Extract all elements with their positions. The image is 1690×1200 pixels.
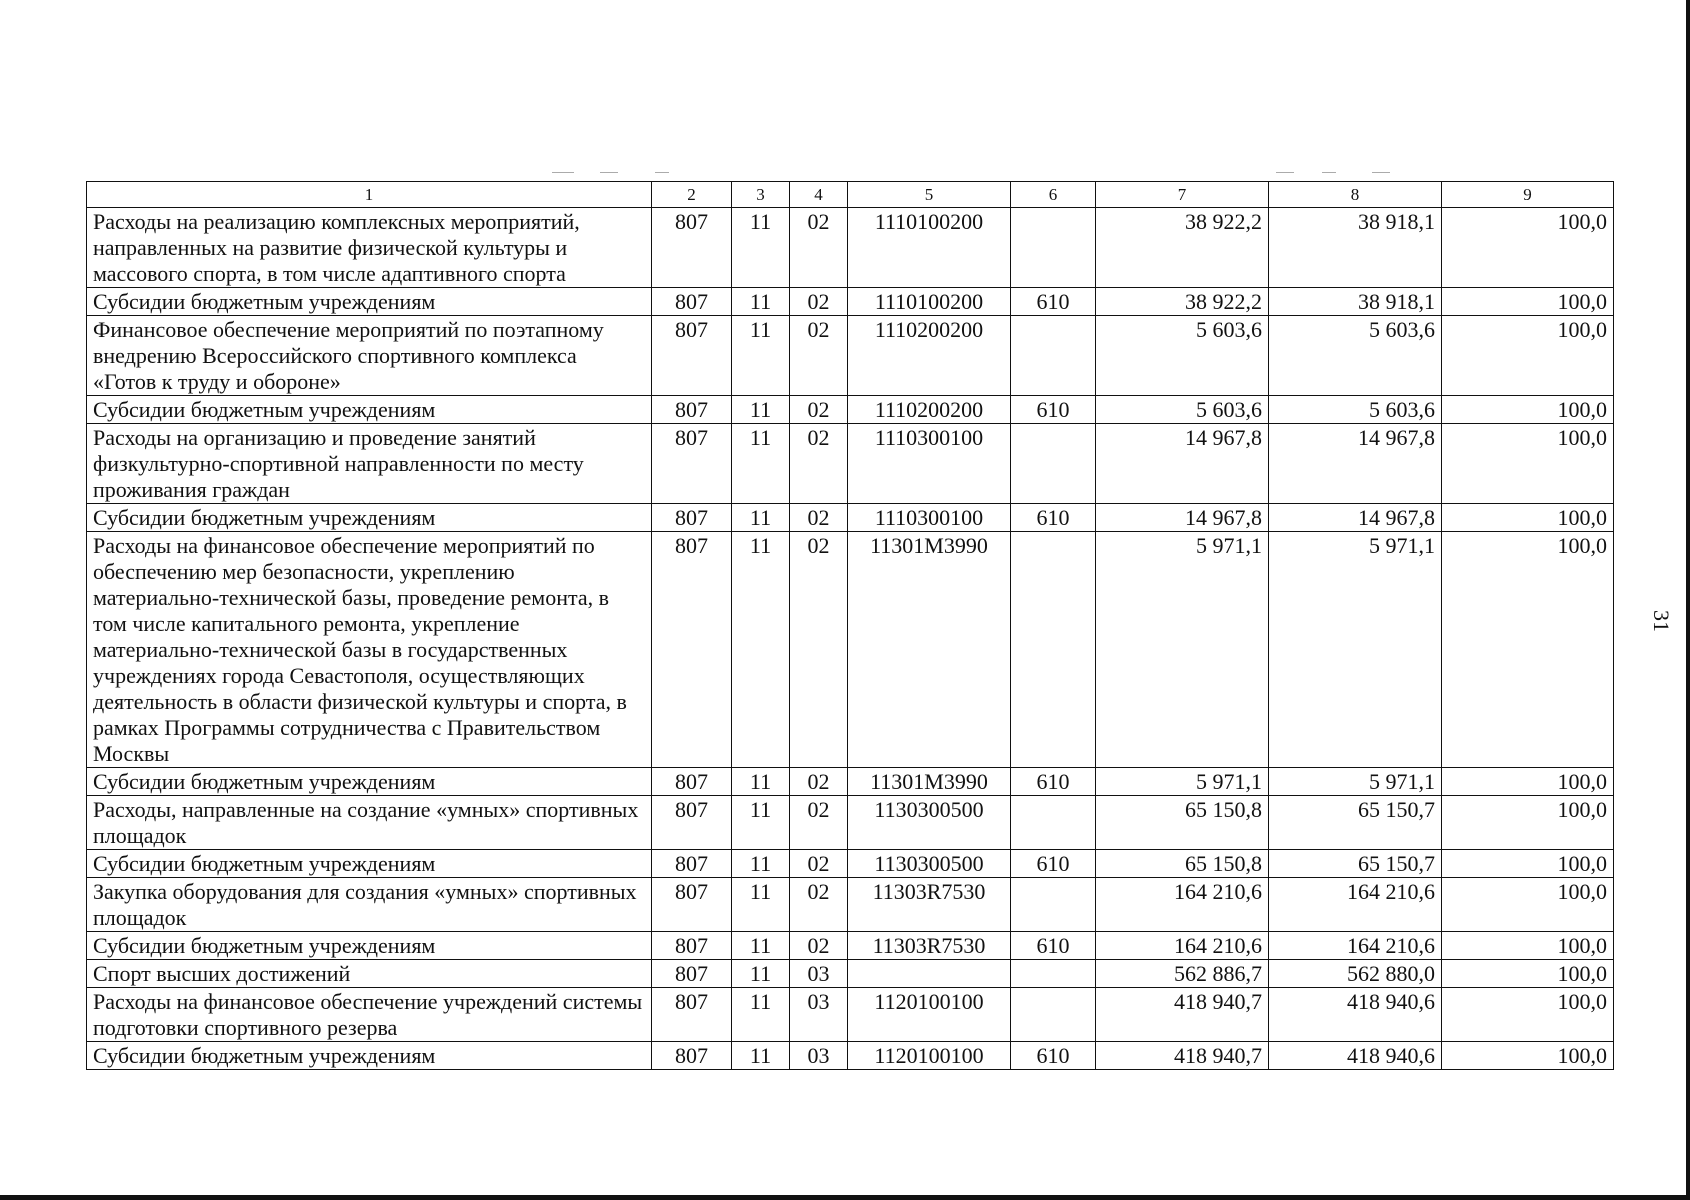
executed-amount-cell: 38 918,1	[1269, 288, 1442, 316]
row-name-cell: Субсидии бюджетным учреждениям	[87, 396, 652, 424]
table-row	[87, 504, 1614, 532]
execution-percent-cell: 100,0	[1442, 396, 1614, 424]
expense-type-cell: 610	[1011, 396, 1096, 424]
subsection-cell: 02	[790, 850, 848, 878]
approved-amount-cell: 14 967,8	[1096, 504, 1269, 532]
expense-type-cell	[1011, 208, 1096, 288]
scan-border-right	[1686, 0, 1690, 1200]
grbs-cell: 807	[652, 988, 732, 1042]
execution-percent-cell: 100,0	[1442, 1042, 1614, 1070]
table-row	[87, 288, 1614, 316]
expense-type-cell	[1011, 960, 1096, 988]
section-cell: 11	[732, 1042, 790, 1070]
approved-amount-cell: 164 210,6	[1096, 878, 1269, 932]
table-row	[87, 932, 1614, 960]
executed-amount-cell: 38 918,1	[1269, 208, 1442, 288]
target-article-cell: 11301М3990	[848, 768, 1011, 796]
target-article-cell: 1110200200	[848, 316, 1011, 396]
section-cell: 11	[732, 532, 790, 768]
table-row	[87, 960, 1614, 988]
table-row	[87, 208, 1614, 288]
executed-amount-cell: 5 603,6	[1269, 316, 1442, 396]
table-row	[87, 878, 1614, 932]
table-row	[87, 424, 1614, 504]
target-article-cell: 1110300100	[848, 504, 1011, 532]
subsection-cell: 02	[790, 396, 848, 424]
table-row	[87, 316, 1614, 396]
table-body	[87, 208, 1614, 1070]
execution-percent-cell: 100,0	[1442, 768, 1614, 796]
approved-amount-cell: 418 940,7	[1096, 988, 1269, 1042]
row-name-cell: Субсидии бюджетным учреждениям	[87, 768, 652, 796]
subsection-cell: 02	[790, 932, 848, 960]
row-name-cell: Субсидии бюджетным учреждениям	[87, 504, 652, 532]
section-cell: 11	[732, 932, 790, 960]
table-row	[87, 850, 1614, 878]
grbs-cell: 807	[652, 960, 732, 988]
row-name-cell: Финансовое обеспечение мероприятий по поэтапному внедрению Всероссийского спортивного комплекса «Готов к труду и обороне»	[87, 316, 652, 396]
approved-amount-cell: 5 603,6	[1096, 316, 1269, 396]
grbs-cell: 807	[652, 208, 732, 288]
target-article-cell: 1120100100	[848, 1042, 1011, 1070]
expense-type-cell: 610	[1011, 850, 1096, 878]
column-header-8: 8	[1269, 182, 1442, 208]
row-name-cell: Расходы на организацию и проведение занятий физкультурно-спортивной направленности по месту проживания граждан	[87, 424, 652, 504]
row-name-cell: Субсидии бюджетным учреждениям	[87, 850, 652, 878]
section-cell: 11	[732, 796, 790, 850]
approved-amount-cell: 14 967,8	[1096, 424, 1269, 504]
approved-amount-cell: 38 922,2	[1096, 208, 1269, 288]
execution-percent-cell: 100,0	[1442, 288, 1614, 316]
column-header-3: 3	[732, 182, 790, 208]
scan-border-bottom	[0, 1195, 1690, 1200]
grbs-cell: 807	[652, 768, 732, 796]
section-cell: 11	[732, 878, 790, 932]
subsection-cell: 02	[790, 504, 848, 532]
section-cell: 11	[732, 316, 790, 396]
grbs-cell: 807	[652, 504, 732, 532]
approved-amount-cell: 562 886,7	[1096, 960, 1269, 988]
expense-type-cell: 610	[1011, 288, 1096, 316]
subsection-cell: 02	[790, 208, 848, 288]
row-name-cell: Расходы на реализацию комплексных мероприятий, направленных на развитие физической культуры и массового спорта, в том числе адаптивного спорта	[87, 208, 652, 288]
grbs-cell: 807	[652, 316, 732, 396]
approved-amount-cell: 65 150,8	[1096, 796, 1269, 850]
scan-artifact	[655, 172, 669, 173]
execution-percent-cell: 100,0	[1442, 208, 1614, 288]
executed-amount-cell: 164 210,6	[1269, 932, 1442, 960]
section-cell: 11	[732, 288, 790, 316]
expense-type-cell	[1011, 424, 1096, 504]
execution-percent-cell: 100,0	[1442, 850, 1614, 878]
target-article-cell: 11301М3990	[848, 532, 1011, 768]
column-header-6: 6	[1011, 182, 1096, 208]
row-name-cell: Расходы на финансовое обеспечение мероприятий по обеспечению мер безопасности, укреплению материально-технической базы, проведение ремонта, в том числе капитального ремонта, укрепление материально-технической базы в государственных учреждениях города Севастополя, осуществляющих деятельность в области физической культуры и спорта, в рамках Программы сотрудничества с Правительством Москвы	[87, 532, 652, 768]
grbs-cell: 807	[652, 932, 732, 960]
section-cell: 11	[732, 850, 790, 878]
subsection-cell: 03	[790, 1042, 848, 1070]
expense-type-cell: 610	[1011, 1042, 1096, 1070]
expense-type-cell	[1011, 316, 1096, 396]
section-cell: 11	[732, 396, 790, 424]
subsection-cell: 02	[790, 878, 848, 932]
budget-table	[86, 181, 1614, 1070]
target-article-cell: 11303R7530	[848, 932, 1011, 960]
target-article-cell: 1130300500	[848, 796, 1011, 850]
subsection-cell: 02	[790, 288, 848, 316]
grbs-cell: 807	[652, 532, 732, 768]
scan-artifact	[552, 172, 574, 173]
target-article-cell: 1120100100	[848, 988, 1011, 1042]
execution-percent-cell: 100,0	[1442, 796, 1614, 850]
row-name-cell: Субсидии бюджетным учреждениям	[87, 932, 652, 960]
expense-type-cell	[1011, 796, 1096, 850]
approved-amount-cell: 38 922,2	[1096, 288, 1269, 316]
execution-percent-cell: 100,0	[1442, 932, 1614, 960]
column-header-4: 4	[790, 182, 848, 208]
scan-artifact	[1276, 172, 1294, 173]
executed-amount-cell: 5 971,1	[1269, 532, 1442, 768]
subsection-cell: 02	[790, 768, 848, 796]
execution-percent-cell: 100,0	[1442, 424, 1614, 504]
table-row	[87, 988, 1614, 1042]
table-row	[87, 796, 1614, 850]
executed-amount-cell: 14 967,8	[1269, 504, 1442, 532]
subsection-cell: 02	[790, 316, 848, 396]
subsection-cell: 03	[790, 988, 848, 1042]
page-number: 31	[1649, 610, 1674, 632]
table-row	[87, 1042, 1614, 1070]
grbs-cell: 807	[652, 396, 732, 424]
header-row	[87, 182, 1614, 208]
executed-amount-cell: 65 150,7	[1269, 850, 1442, 878]
execution-percent-cell: 100,0	[1442, 960, 1614, 988]
table-row	[87, 532, 1614, 768]
row-name-cell: Закупка оборудования для создания «умных» спортивных площадок	[87, 878, 652, 932]
column-header-5: 5	[848, 182, 1011, 208]
approved-amount-cell: 164 210,6	[1096, 932, 1269, 960]
grbs-cell: 807	[652, 1042, 732, 1070]
execution-percent-cell: 100,0	[1442, 988, 1614, 1042]
expense-type-cell	[1011, 532, 1096, 768]
table-row	[87, 396, 1614, 424]
expense-type-cell: 610	[1011, 768, 1096, 796]
subsection-cell: 03	[790, 960, 848, 988]
approved-amount-cell: 5 971,1	[1096, 532, 1269, 768]
target-article-cell	[848, 960, 1011, 988]
execution-percent-cell: 100,0	[1442, 878, 1614, 932]
row-name-cell: Расходы, направленные на создание «умных» спортивных площадок	[87, 796, 652, 850]
section-cell: 11	[732, 768, 790, 796]
scan-artifact	[1372, 172, 1390, 173]
expense-type-cell	[1011, 878, 1096, 932]
target-article-cell: 1110300100	[848, 424, 1011, 504]
approved-amount-cell: 418 940,7	[1096, 1042, 1269, 1070]
subsection-cell: 02	[790, 796, 848, 850]
row-name-cell: Субсидии бюджетным учреждениям	[87, 288, 652, 316]
expense-type-cell: 610	[1011, 504, 1096, 532]
executed-amount-cell: 5 603,6	[1269, 396, 1442, 424]
grbs-cell: 807	[652, 878, 732, 932]
column-header-2: 2	[652, 182, 732, 208]
section-cell: 11	[732, 960, 790, 988]
approved-amount-cell: 5 603,6	[1096, 396, 1269, 424]
executed-amount-cell: 164 210,6	[1269, 878, 1442, 932]
approved-amount-cell: 65 150,8	[1096, 850, 1269, 878]
target-article-cell: 1110100200	[848, 288, 1011, 316]
grbs-cell: 807	[652, 796, 732, 850]
section-cell: 11	[732, 988, 790, 1042]
target-article-cell: 1110200200	[848, 396, 1011, 424]
scan-artifact	[600, 172, 618, 173]
approved-amount-cell: 5 971,1	[1096, 768, 1269, 796]
executed-amount-cell: 5 971,1	[1269, 768, 1442, 796]
subsection-cell: 02	[790, 424, 848, 504]
row-name-cell: Спорт высших достижений	[87, 960, 652, 988]
target-article-cell: 1130300500	[848, 850, 1011, 878]
target-article-cell: 11303R7530	[848, 878, 1011, 932]
target-article-cell: 1110100200	[848, 208, 1011, 288]
executed-amount-cell: 65 150,7	[1269, 796, 1442, 850]
column-header-7: 7	[1096, 182, 1269, 208]
subsection-cell: 02	[790, 532, 848, 768]
table-header	[87, 182, 1614, 208]
execution-percent-cell: 100,0	[1442, 532, 1614, 768]
grbs-cell: 807	[652, 850, 732, 878]
executed-amount-cell: 14 967,8	[1269, 424, 1442, 504]
table-row	[87, 768, 1614, 796]
expense-type-cell	[1011, 988, 1096, 1042]
execution-percent-cell: 100,0	[1442, 316, 1614, 396]
row-name-cell: Расходы на финансовое обеспечение учреждений системы подготовки спортивного резерва	[87, 988, 652, 1042]
column-header-9: 9	[1442, 182, 1614, 208]
expense-type-cell: 610	[1011, 932, 1096, 960]
executed-amount-cell: 562 880,0	[1269, 960, 1442, 988]
executed-amount-cell: 418 940,6	[1269, 988, 1442, 1042]
section-cell: 11	[732, 208, 790, 288]
execution-percent-cell: 100,0	[1442, 504, 1614, 532]
grbs-cell: 807	[652, 424, 732, 504]
section-cell: 11	[732, 424, 790, 504]
column-header-1: 1	[87, 182, 652, 208]
section-cell: 11	[732, 504, 790, 532]
scan-artifact	[1322, 172, 1336, 173]
grbs-cell: 807	[652, 288, 732, 316]
executed-amount-cell: 418 940,6	[1269, 1042, 1442, 1070]
row-name-cell: Субсидии бюджетным учреждениям	[87, 1042, 652, 1070]
